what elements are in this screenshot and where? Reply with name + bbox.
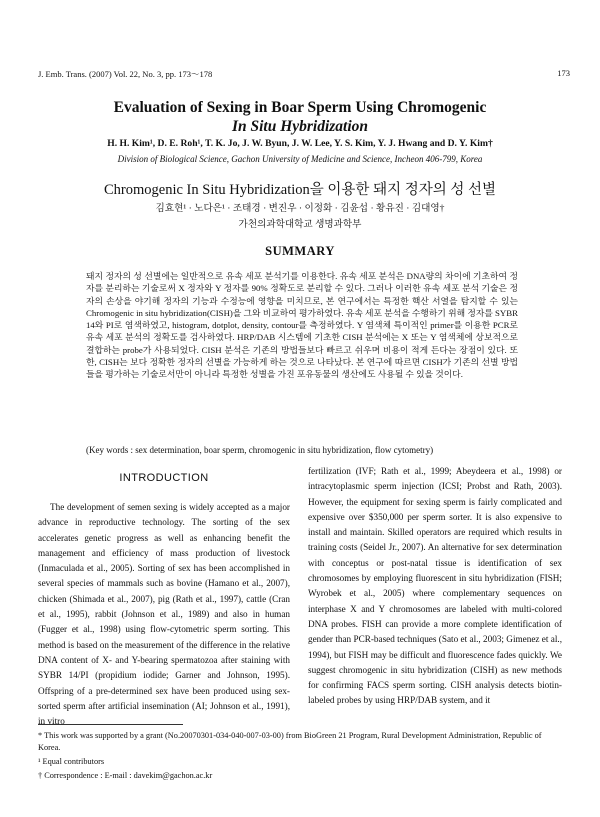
korean-author-list: 김효현¹ · 노다은¹ · 조태경 · 변진우 · 이정화 · 김윤섭 · 황유진 · 김대영† — [155, 203, 445, 214]
introduction-right-column — [308, 464, 562, 709]
introduction-heading: INTRODUCTION — [119, 472, 209, 484]
footnote-equal-contributors: ¹ Equal contributors — [38, 757, 105, 766]
author-list: H. H. Kim¹, D. E. Roh¹, T. K. Jo, J. W. Byun, J. W. Lee, Y. S. Kim, Y. J. Hwang and D. Y. Kim† — [107, 138, 493, 149]
footnote-divider — [38, 724, 183, 725]
journal-citation: J. Emb. Trans. (2007) Vol. 22, No. 3, pp. 173～178 — [38, 69, 213, 79]
affiliation: Division of Biological Science, Gachon University of Medicine and Science, Incheon 406-799, Korea — [117, 154, 483, 164]
korean-affiliation: 가천의과학대학교 생명과학부 — [238, 219, 362, 230]
paper-title — [0, 98, 600, 136]
paper-title-line1: Evaluation of Sexing in Boar Sperm Using Chromogenic — [113, 99, 487, 116]
footnote-correspondence: † Correspondence : E-mail : davekim@gachon.ac.kr — [38, 771, 213, 780]
summary-heading: SUMMARY — [265, 244, 335, 258]
keywords: (Key words : sex determination, boar sperm, chromogenic in situ hybridization, flow cytometry) — [86, 445, 434, 455]
introduction-paragraph: The development of semen sexing is widely accepted as a major advance in reproductive technology. The sorting of the sex accelerates genetic progress as well as enhancing benefit the management and efficiency of mass production of livestock (Inmaculada et al., 2005). Sorting of sex has been accomplished in several species of mammals such as bovine (Hamano et al., 2007), chicken (Shimada et al., 2007), pig (Rath et al., 1997), cattle (Cran et al., 1995), rabbit (Johnson et al., 1989) and also in human (Fugger et al., 1998) using flow-cytometric sperm sorting. This method is based on the measurement of the difference in the relative DNA content of X- and Y-bearing spermatozoa after staining with SYBR 14/PI (propidium iodide; Garner and Johnson, 1995). Offspring of a pre-determined sex have been produced using sex-sorted sperm after artificial insemination (AI; Johnson et al., 1991), in vitro — [38, 502, 290, 727]
introduction-paragraph-continued: fertilization (IVF; Rath et al., 1999; Abeydeera et al., 1998) or intracytoplasmic sperm injection (ICSI; Probst and Rath, 2003). However, the equipment for sexing sperm is fairly complicated and expensive over $350,000 per sperm sorter. It is also expensive to install and maintain. Skilled operators are required which results in training costs (Seidel Jr., 2007). An alternative for sex determination with conceptus or post-natal tissue is identification of sex chromosomes by employing fluorescent in situ hybridization (FISH; Wyrobek et al., 2005) where complementary sequences on interphase X and Y chromosomes are labeled with multi-colored DNA probes. FISH can provide a more complete identification of gender than PCR-based techniques (Sato et al., 2003; Gimenez et al., 1994), but FISH may be difficult and fluorescence fades quickly. We suggest chromogenic in situ hybridization (CISH) as new methods for confirming FACS sperm sorting. CISH analysis detects biotin-labeled probes by using HRP/DAB system, and it — [308, 466, 562, 706]
introduction-left-column — [38, 500, 290, 729]
paper-title-line2: In Situ Hybridization — [231, 118, 369, 135]
footnote-funding: * This work was supported by a grant (No.20070301-034-040-007-03-00) from BioGreen 21 Program, Rural Development Administration, Republic of Korea. — [38, 731, 542, 752]
summary-text: 돼지 정자의 성 선별에는 일반적으로 유속 세포 분석기를 이용한다. 유속 세포 분석은 DNA량의 차이에 기초하여 정자를 분리하는 기술로써 X 정자와 Y 정자를 90% 정확도로 분리할 수 있다. 그러나 이러한 유속 세포 분석 기술은 정자의 손상을 야기해 정자의 기능과 수정능에 영향을 미치므로, 본 연구에서는 특정한 핵산 서열을 탐지할 수 있는 Chromogenic in situ hybridization(CISH)을 그와 비교하여 평가하였다. 유속 세포 분석을 수행하기 위해 정자를 SYBR 14와 PI로 염색하였고, histogram, dotplot, density, contour를 측정하였다. Y 염색체 특이적인 primer를 이용한 PCR로 유속 세포 분석의 정확도를 검사하였다. HRP/DAB 시스템에 기초한 CISH 분석에는 X 또는 Y 염색체에 상보적으로 결합하는 probe가 사용되었다. CISH 분석은 기존의 방법들보다 빠르고 쉬우며 비용이 적게 든다는 장점이 있다. 또한, CISH는 보다 정확한 정자의 선별을 가능하게 하는 것으로 나타났다. 본 연구에 따르면 CISH가 기존의 선별 방법들을 평가하는 기술로서만이 아니라 특정한 성별을 가진 포유동물의 생산에도 사용될 수 있을 것이다. — [86, 271, 518, 380]
summary-abstract — [86, 270, 518, 381]
korean-title: Chromogenic In Situ Hybridization을 이용한 돼지 정자의 성 선별 — [104, 182, 496, 198]
page-number: 173 — [557, 68, 570, 78]
